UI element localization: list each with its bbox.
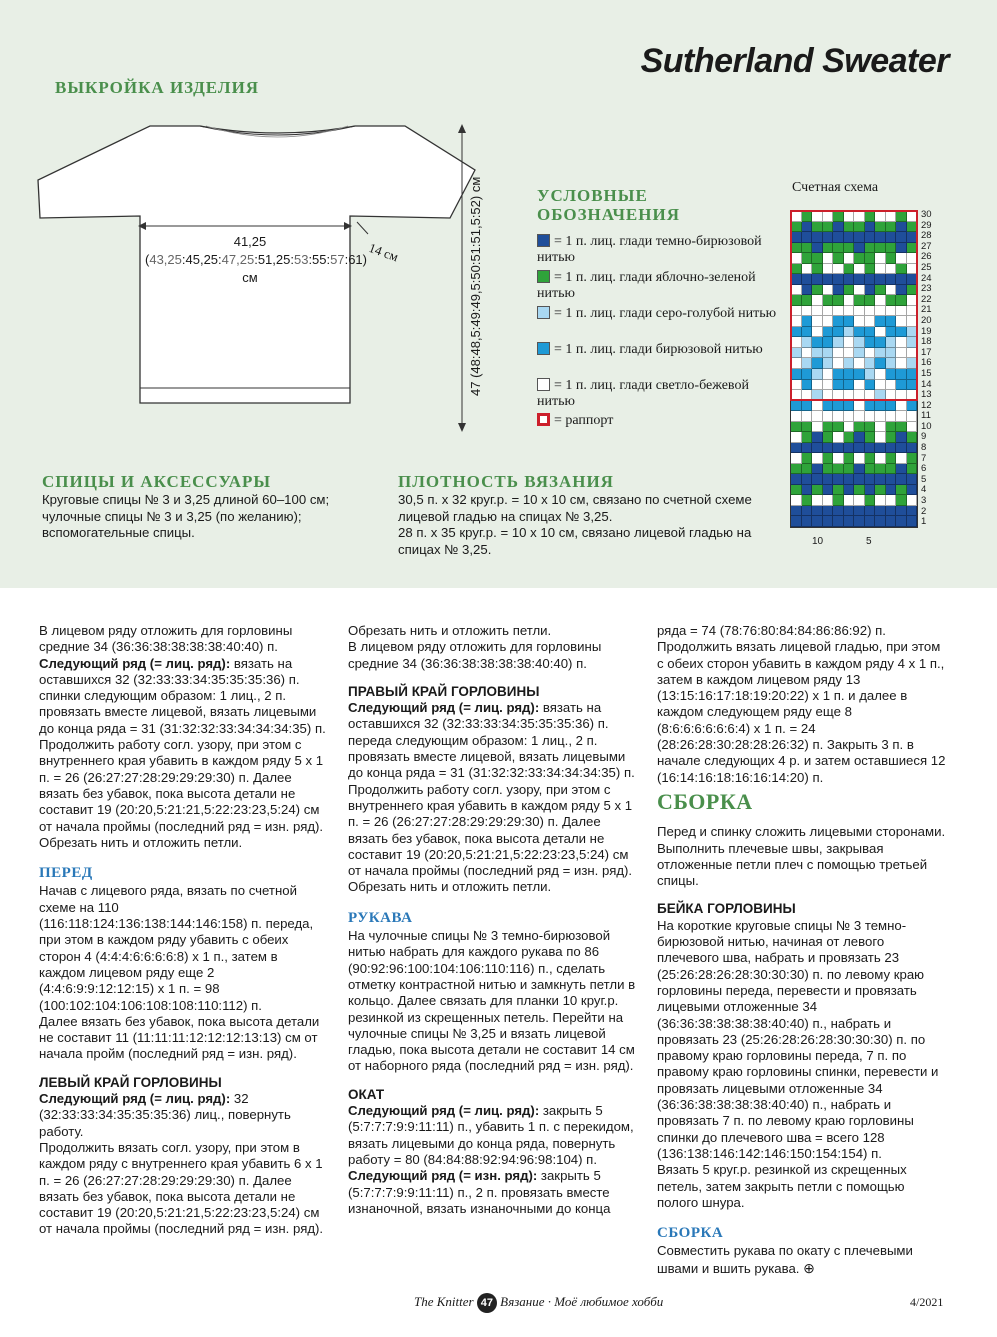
chart-cell bbox=[812, 474, 823, 485]
paragraph bbox=[39, 656, 327, 835]
width-measurement bbox=[145, 233, 367, 287]
chart-cell bbox=[812, 401, 823, 412]
chart-row-number: 20 bbox=[921, 314, 932, 326]
needles-heading: СПИЦЫ И АКСЕССУАРЫ bbox=[42, 472, 272, 491]
chart-cell bbox=[823, 485, 834, 496]
subheading-cap: ОКАТ bbox=[348, 1086, 385, 1102]
section-heading-assembly: СБОРКА bbox=[657, 788, 753, 814]
chart-row-number: 16 bbox=[921, 357, 932, 369]
bold-lead: Следующий ряд (= изн. ряд): bbox=[348, 1168, 538, 1184]
legend-text: = 1 п. лиц. глади серо-голубой нитью bbox=[554, 306, 777, 321]
text-column-1 bbox=[39, 623, 327, 1238]
chart-cell bbox=[791, 474, 802, 485]
chart-row-number: 2 bbox=[921, 505, 927, 517]
chart-cell bbox=[896, 516, 907, 527]
chart-row-numbers bbox=[921, 210, 932, 528]
chart-cell bbox=[886, 506, 897, 517]
chart-cell bbox=[865, 474, 876, 485]
chart-cell bbox=[907, 432, 918, 443]
chart-cell bbox=[907, 411, 918, 422]
chart-row-number: 24 bbox=[921, 272, 932, 284]
chart-cell bbox=[854, 401, 865, 412]
chart-cell bbox=[812, 506, 823, 517]
chart-cell bbox=[907, 464, 918, 475]
chart-cell bbox=[896, 485, 907, 496]
swatch-light-beige-icon bbox=[537, 378, 550, 391]
page-number-badge: 47 bbox=[477, 1293, 497, 1313]
chart-cell bbox=[854, 411, 865, 422]
chart-cell bbox=[833, 516, 844, 527]
legend-text: = раппорт bbox=[554, 413, 614, 428]
chart-cell bbox=[812, 464, 823, 475]
chart-row-number: 18 bbox=[921, 336, 932, 348]
paragraph: Вязать 5 круг.р. резинкой из скрещенных петель, затем закрыть петли с помощью полого шнура. bbox=[657, 1162, 907, 1210]
chart-cell bbox=[791, 506, 802, 517]
chart-cell bbox=[865, 506, 876, 517]
chart-cell bbox=[823, 464, 834, 475]
bold-lead: Следующий ряд (= лиц. ряд): bbox=[348, 700, 540, 716]
chart-cell bbox=[896, 432, 907, 443]
paragraph: Далее вязать без убавок, пока высота детали не составит 11 (11:11:11:12:12:12:13:13) см от начала пройм (последний ряд = изн. ряд). bbox=[39, 1013, 320, 1062]
chart-row-number: 17 bbox=[921, 346, 932, 358]
chart-cell bbox=[854, 422, 865, 433]
chart-cell bbox=[875, 411, 886, 422]
paragraph: Перед и спинку сложить лицевыми сторонами. Выполнить плечевые швы, закрывая отложенные петли плеч с помощью третьей спицы. bbox=[657, 824, 946, 889]
bold-lead: Следующий ряд (= лиц. ряд): bbox=[39, 655, 231, 671]
chart-cell bbox=[886, 464, 897, 475]
paragraph: Обрезать нить и отложить петли. bbox=[348, 879, 552, 895]
repeat-outline bbox=[790, 210, 918, 401]
paragraph: На короткие круговые спицы № 3 темно-бирюзовой нитью, начиная от левого плечевого шва, набрать и провязать 23 (25:26:28:26:28:30:30:30) п. по левому краю горловины переда, перевести и провязать лицевыми отложенные 34 (36:36:38:38:38:38:40:40) п., набрать и провязать 23 (25:26:28:26:28:30:30:30) п. по правому краю горловины переда, 7 п. по правому краю горловины спинки, перевести и провязать лицевыми отложенные 34 (36:36:38:38:38:38:40:40) п., набрать и провязать 7 п. по левому краю горловины спинки до плечевого шва = всего 128 (136:138:146:142:146:150:154:154) п. bbox=[657, 917, 939, 1161]
chart-cell bbox=[886, 474, 897, 485]
legend-item bbox=[537, 234, 777, 266]
chart-cell bbox=[833, 411, 844, 422]
paragraph: В лицевом ряду отложить для горловины средние 34 (36:36:38:38:38:38:40:40) п. bbox=[39, 623, 293, 655]
gauge-line: 28 п. x 35 круг.р. = 10 x 10 см, связано лицевой гладью на спицах № 3,25. bbox=[398, 525, 752, 557]
chart-cell bbox=[833, 474, 844, 485]
chart-row-number: 29 bbox=[921, 219, 932, 231]
chart-cell bbox=[812, 516, 823, 527]
chart-cell bbox=[823, 506, 834, 517]
chart-cell bbox=[844, 422, 855, 433]
chart-cell bbox=[802, 411, 813, 422]
sleeve-measurement: 14 см bbox=[366, 240, 401, 265]
legend-item bbox=[537, 342, 777, 358]
chart-cell bbox=[844, 506, 855, 517]
chart-cell bbox=[907, 495, 918, 506]
swatch-grey-blue-icon bbox=[537, 306, 550, 319]
paragraph bbox=[657, 1243, 947, 1277]
chart-cell bbox=[844, 516, 855, 527]
chart-cell bbox=[907, 422, 918, 433]
chart-cell bbox=[854, 506, 865, 517]
subheading-right-neck: ПРАВЫЙ КРАЙ ГОРЛОВИНЫ bbox=[348, 683, 540, 699]
chart-cell bbox=[886, 495, 897, 506]
chart-cell bbox=[791, 411, 802, 422]
chart-cell bbox=[875, 485, 886, 496]
chart-cell bbox=[844, 485, 855, 496]
chart-cell bbox=[865, 485, 876, 496]
chart-cell bbox=[896, 411, 907, 422]
chart-cell bbox=[823, 474, 834, 485]
legend-item bbox=[537, 413, 777, 429]
chart-row-number: 10 bbox=[921, 420, 932, 432]
chart-cell bbox=[875, 401, 886, 412]
chart-cell bbox=[875, 432, 886, 443]
chart-row-number: 22 bbox=[921, 293, 932, 305]
chart-cell bbox=[802, 485, 813, 496]
chart-cell bbox=[812, 422, 823, 433]
chart-cell bbox=[791, 485, 802, 496]
chart-row-number: 21 bbox=[921, 304, 932, 316]
chart-cell bbox=[907, 506, 918, 517]
width-part: 57 bbox=[330, 252, 345, 267]
chart-cell bbox=[886, 516, 897, 527]
chart-cell bbox=[844, 453, 855, 464]
chart-row-number: 11 bbox=[921, 410, 931, 422]
chart-cell bbox=[865, 453, 876, 464]
paragraph-text: вязать на оставшихся 32 (32:33:33:34:35:35:35:36) п. переда следующим образом: 1 лиц., 2 п. провязать вместе лицевой, вязать лицевыми до конца ряда = 31 (31:32:32:33:34:34:34:35) п. Продолжить работу согл. узору, при этом с внутреннего края убавить в каждом ряду 5 x 1 п. = 26 (26:27:27:28:29:29:29:30) п. Далее вязать без убавок, пока высота детали не составит 19 (20:20,5:21:21,5:22:23:23,5:24) см от начала проймы (последний ряд = изн. ряд). bbox=[348, 700, 635, 879]
chart-cell bbox=[875, 464, 886, 475]
chart-cell bbox=[854, 432, 865, 443]
paragraph: На чулочные спицы № 3 темно-бирюзовой нитью набрать для каждого рукава по 86 (90:92:96:100:104:106:110:116) п., сделать отметку контрастной нитью и замкнуть петли в кольцо. Далее связать для планки 10 круг.р. резинкой из скрещенных петель. Перейти на чулочные спицы № 3,25 и вязать лицевой гладью, пока высота детали не составит 14 см от наборного ряда (последний ряд = изн. ряд). bbox=[348, 928, 636, 1074]
chart-cell bbox=[865, 411, 876, 422]
chart-cell bbox=[812, 495, 823, 506]
chart-cell bbox=[886, 443, 897, 454]
chart-cell bbox=[907, 485, 918, 496]
chart-cell bbox=[896, 474, 907, 485]
chart-row-number: 6 bbox=[921, 463, 927, 475]
chart-cell bbox=[812, 485, 823, 496]
chart-cell bbox=[844, 495, 855, 506]
chart-cell bbox=[886, 401, 897, 412]
chart-cell bbox=[823, 453, 834, 464]
chart-cell bbox=[854, 485, 865, 496]
gauge-heading: ПЛОТНОСТЬ ВЯЗАНИЯ bbox=[398, 472, 614, 491]
chart-cell bbox=[896, 443, 907, 454]
footer-magazine bbox=[414, 1293, 663, 1313]
swatch-apple-green-icon bbox=[537, 270, 550, 283]
chart-cell bbox=[865, 432, 876, 443]
paragraph-text: 32 (32:33:33:34:35:35:35:36) лиц., повернуть работу. bbox=[39, 1091, 291, 1139]
chart-row-number: 28 bbox=[921, 230, 932, 242]
chart-cell bbox=[791, 443, 802, 454]
chart-cell bbox=[886, 432, 897, 443]
chart-cell bbox=[896, 506, 907, 517]
chart-cell bbox=[823, 495, 834, 506]
chart-row-number: 1 bbox=[921, 516, 927, 528]
chart-cell bbox=[854, 453, 865, 464]
chart-cell bbox=[812, 453, 823, 464]
chart-cell bbox=[896, 495, 907, 506]
chart-cell bbox=[854, 443, 865, 454]
chart-cell bbox=[844, 474, 855, 485]
chart-cell bbox=[844, 443, 855, 454]
chart-row-number: 12 bbox=[921, 399, 932, 411]
chart-cell bbox=[802, 422, 813, 433]
chart-cell bbox=[865, 401, 876, 412]
paragraph bbox=[348, 1103, 636, 1168]
legend-text: = 1 п. лиц. глади светло-бежевой нитью bbox=[537, 378, 749, 409]
width-part: :55: bbox=[308, 252, 331, 267]
width-part: 41,25 ( bbox=[145, 234, 267, 267]
chart-row-number: 27 bbox=[921, 240, 932, 252]
chart-cell bbox=[875, 516, 886, 527]
paragraph: ряда = 74 (78:76:80:84:84:86:86:92) п. Продолжить вязать лицевой гладью, при этом с обеих сторон убавить в каждом ряду 4 x 1 п., затем в каждом лицевом ряду 13 (13:15:16:17:18:19:20:22) x 1 п. и далее в каждом следующем ряду еще 8 (8:6:6:6:6:6:6:4) x 1 п. = 24 (28:26:28:30:28:28:26:32) п. Закрыть 3 п. в начале следующих 4 р. и затем оставшиеся 12 (16:14:16:18:16:16:14:20) п. bbox=[657, 623, 946, 785]
chart-cell bbox=[791, 453, 802, 464]
chart-cell bbox=[812, 411, 823, 422]
chart-cell bbox=[875, 495, 886, 506]
width-part: :51,25: bbox=[254, 252, 294, 267]
chart-row-number: 19 bbox=[921, 325, 932, 337]
chart-cell bbox=[875, 506, 886, 517]
chart-row-number: 23 bbox=[921, 283, 932, 295]
chart-row-number: 15 bbox=[921, 367, 932, 379]
legend-item bbox=[537, 378, 777, 410]
chart-row-number: 13 bbox=[921, 389, 932, 401]
swatch-turquoise-icon bbox=[537, 342, 550, 355]
width-part: 53 bbox=[293, 252, 309, 267]
width-part: :61) см bbox=[242, 252, 367, 285]
chart-cell bbox=[854, 464, 865, 475]
chart-cell bbox=[802, 516, 813, 527]
legend-heading-line: УСЛОВНЫЕ bbox=[537, 186, 648, 205]
needles-text: Круговые спицы № 3 и 3,25 длиной 60–100 см; чулочные спицы № 3 и 3,25 (по желанию); вспомогательные спицы. bbox=[42, 492, 330, 540]
paragraph bbox=[348, 1168, 636, 1217]
chart-cell bbox=[833, 432, 844, 443]
subheading-neckband: БЕЙКА ГОРЛОВИНЫ bbox=[657, 901, 796, 917]
page-title: Sutherland Sweater bbox=[640, 42, 949, 80]
chart-row-number: 30 bbox=[921, 209, 932, 220]
legend-text: = 1 п. лиц. глади яблочно-зеленой нитью bbox=[537, 270, 756, 301]
chart-cell bbox=[854, 516, 865, 527]
chart-cell bbox=[865, 422, 876, 433]
chart-cell bbox=[896, 453, 907, 464]
chart-cell bbox=[802, 506, 813, 517]
section-heading-front: ПЕРЕД bbox=[39, 865, 93, 882]
footer-magazine-name: The Knitter bbox=[414, 1293, 474, 1309]
chart-cell bbox=[907, 443, 918, 454]
end-mark-icon: ⊕ bbox=[803, 1259, 815, 1276]
chart-cell bbox=[833, 495, 844, 506]
gauge-text bbox=[398, 492, 753, 558]
legend-text: = 1 п. лиц. глади темно-бирюзовой нитью bbox=[537, 234, 762, 265]
text-column-2 bbox=[348, 623, 636, 1217]
chart-cell bbox=[812, 432, 823, 443]
chart-cell bbox=[833, 464, 844, 475]
chart-x-label: 10 bbox=[812, 536, 824, 547]
chart-cell bbox=[823, 443, 834, 454]
chart-cell bbox=[865, 516, 876, 527]
chart-cell bbox=[823, 516, 834, 527]
chart-cell bbox=[865, 443, 876, 454]
schematic-heading: ВЫКРОЙКА ИЗДЕЛИЯ bbox=[55, 78, 260, 97]
chart-cell bbox=[802, 495, 813, 506]
chart-row-number: 4 bbox=[921, 484, 927, 496]
chart-cell bbox=[802, 474, 813, 485]
chart-cell bbox=[802, 453, 813, 464]
paragraph-text: вязать на оставшихся 32 (32:33:33:34:35:35:35:36) п. спинки следующим образом: 1 лиц., 2 п. провязать вместе лицевой, вязать лицевыми до конца ряда = 31 (31:32:32:33:34:34:34:35) п. Продолжить работу согл. узору, при этом с внутреннего края убавить в каждом ряду 5 x 1 п. = 26 (26:27:27:28:29:29:29:30) п. Далее вязать без убавок, пока высота детали не составит 19 (20:20,5:21:21,5:22:23:23,5:24) см от начала проймы (последний ряд = изн. ряд). bbox=[39, 655, 326, 834]
chart-cell bbox=[833, 443, 844, 454]
footer-tagline: Вязание · Моё любимое хобби bbox=[500, 1293, 664, 1309]
bold-lead: Следующий ряд (= лиц. ряд): bbox=[39, 1091, 231, 1107]
chart-cell bbox=[896, 464, 907, 475]
chart-cell bbox=[791, 401, 802, 412]
chart-cell bbox=[791, 432, 802, 443]
gauge-line: 30,5 п. x 32 круг.р. = 10 x 10 см, связано по счетной схеме лицевой гладью на спицах № 3,25. bbox=[398, 492, 752, 524]
chart-row-number: 8 bbox=[921, 442, 927, 454]
chart-cell bbox=[844, 432, 855, 443]
chart-cell bbox=[865, 464, 876, 475]
chart-cell bbox=[907, 401, 918, 412]
chart-cell bbox=[833, 422, 844, 433]
chart-cell bbox=[886, 453, 897, 464]
paragraph: Продолжить вязать согл. узору, при этом в каждом ряду с внутреннего края убавить 6 x 1 п. = 26 (26:27:27:28:29:29:29:30) п. Далее вязать без убавок, пока высота детали не составит 19 (20:20,5:21:21,5:22:23:23,5:24) см от начала проймы (последний ряд = изн. ряд). bbox=[39, 1139, 324, 1237]
chart-row-number: 3 bbox=[921, 495, 927, 507]
paragraph: Обрезать нить и отложить петли. bbox=[348, 623, 552, 638]
chart-cell bbox=[886, 422, 897, 433]
paragraph bbox=[348, 700, 636, 879]
chart-cell bbox=[823, 432, 834, 443]
chart-row-number: 7 bbox=[921, 452, 927, 464]
width-part: 47,25 bbox=[221, 252, 255, 267]
chart-cell bbox=[833, 401, 844, 412]
chart-cell bbox=[833, 485, 844, 496]
chart-row-number: 25 bbox=[921, 261, 932, 273]
width-part: 43,25 bbox=[149, 252, 182, 267]
chart-title: Счетная схема bbox=[792, 180, 879, 195]
chart-cell bbox=[823, 401, 834, 412]
chart-cell bbox=[844, 464, 855, 475]
chart-cell bbox=[802, 443, 813, 454]
chart-row-number: 5 bbox=[921, 473, 927, 485]
chart-cell bbox=[907, 474, 918, 485]
chart-x-label: 5 bbox=[866, 536, 872, 547]
paragraph bbox=[39, 1091, 327, 1140]
chart-cell bbox=[875, 422, 886, 433]
chart-cell bbox=[854, 474, 865, 485]
chart-cell bbox=[823, 422, 834, 433]
chart-cell bbox=[812, 443, 823, 454]
issue-number: 4/2021 bbox=[910, 1295, 944, 1309]
section-heading-sleeves: РУКАВА bbox=[348, 909, 413, 926]
paragraph-text: Совместить рукава по окату с плечевыми швами и вшить рукава. bbox=[657, 1243, 913, 1276]
chart-cell bbox=[854, 495, 865, 506]
chart-cell bbox=[907, 453, 918, 464]
legend-text: = 1 п. лиц. глади бирюзовой нитью bbox=[554, 342, 763, 357]
legend-item bbox=[537, 306, 777, 322]
legend-heading bbox=[537, 186, 680, 224]
paragraph-text: закрыть 5 (5:7:7:7:9:9:11:11) п., 2 п. провязать вместе изнаночной, вязать изнаночными до конца bbox=[348, 1168, 611, 1216]
paragraph: В лицевом ряду отложить для горловины средние 34 (36:36:38:38:38:38:40:40) п. bbox=[348, 639, 602, 671]
swatch-repeat-icon bbox=[537, 413, 550, 426]
legend-heading-line: ОБОЗНАЧЕНИЯ bbox=[537, 205, 680, 224]
chart-cell bbox=[844, 411, 855, 422]
chart-row-number: 14 bbox=[921, 378, 932, 390]
chart-row-number: 9 bbox=[921, 431, 927, 443]
paragraph: Обрезать нить и отложить петли. bbox=[39, 834, 243, 850]
legend-item bbox=[537, 270, 777, 302]
chart-cell bbox=[791, 495, 802, 506]
chart-cell bbox=[844, 401, 855, 412]
section-heading-assembly-2: СБОРКА bbox=[657, 1225, 724, 1242]
text-column-3 bbox=[657, 623, 947, 1277]
chart-cell bbox=[896, 422, 907, 433]
width-part: :45,25: bbox=[181, 252, 222, 267]
chart-cell bbox=[875, 453, 886, 464]
chart-cell bbox=[875, 474, 886, 485]
chart-row-number: 26 bbox=[921, 251, 932, 263]
chart-cell bbox=[875, 443, 886, 454]
bold-lead: Следующий ряд (= лиц. ряд): bbox=[348, 1103, 540, 1119]
chart-cell bbox=[865, 495, 876, 506]
subheading-left-neck: ЛЕВЫЙ КРАЙ ГОРЛОВИНЫ bbox=[39, 1074, 222, 1090]
chart-cell bbox=[886, 485, 897, 496]
chart-cell bbox=[791, 422, 802, 433]
chart-cell bbox=[833, 453, 844, 464]
chart-cell bbox=[896, 401, 907, 412]
length-measurement: 47 (48:48,5:49:49,5:50:51:51,5:52) см bbox=[468, 176, 483, 396]
chart-cell bbox=[802, 401, 813, 412]
chart-cell bbox=[802, 464, 813, 475]
paragraph: Начав с лицевого ряда, вязать по счетной схеме на 110 (116:118:124:136:138:144:146:158) п. переда, при этом в каждом ряду убавить с обеих сторон 4 (4:4:4:6:6:6:6:8) x 1 п., затем в каждом лицевом ряду еще 2 (4:4:6:9:9:12:12:15) x 1 п. = 98 (100:102:104:106:108:108:110:112) п. bbox=[39, 883, 314, 1013]
chart-cell bbox=[791, 516, 802, 527]
chart-cell bbox=[833, 506, 844, 517]
chart-cell bbox=[907, 516, 918, 527]
chart-cell bbox=[823, 411, 834, 422]
chart-cell bbox=[886, 411, 897, 422]
swatch-dark-teal-icon bbox=[537, 234, 550, 247]
chart-cell bbox=[802, 432, 813, 443]
paragraph-text: закрыть 5 (5:7:7:7:9:9:11:11) п., убавить 1 п. с перекидом, вязать лицевыми до конца ряда, повернуть работу = 80 (84:84:88:92:94:96:98:104) п. bbox=[348, 1103, 634, 1167]
chart-cell bbox=[791, 464, 802, 475]
